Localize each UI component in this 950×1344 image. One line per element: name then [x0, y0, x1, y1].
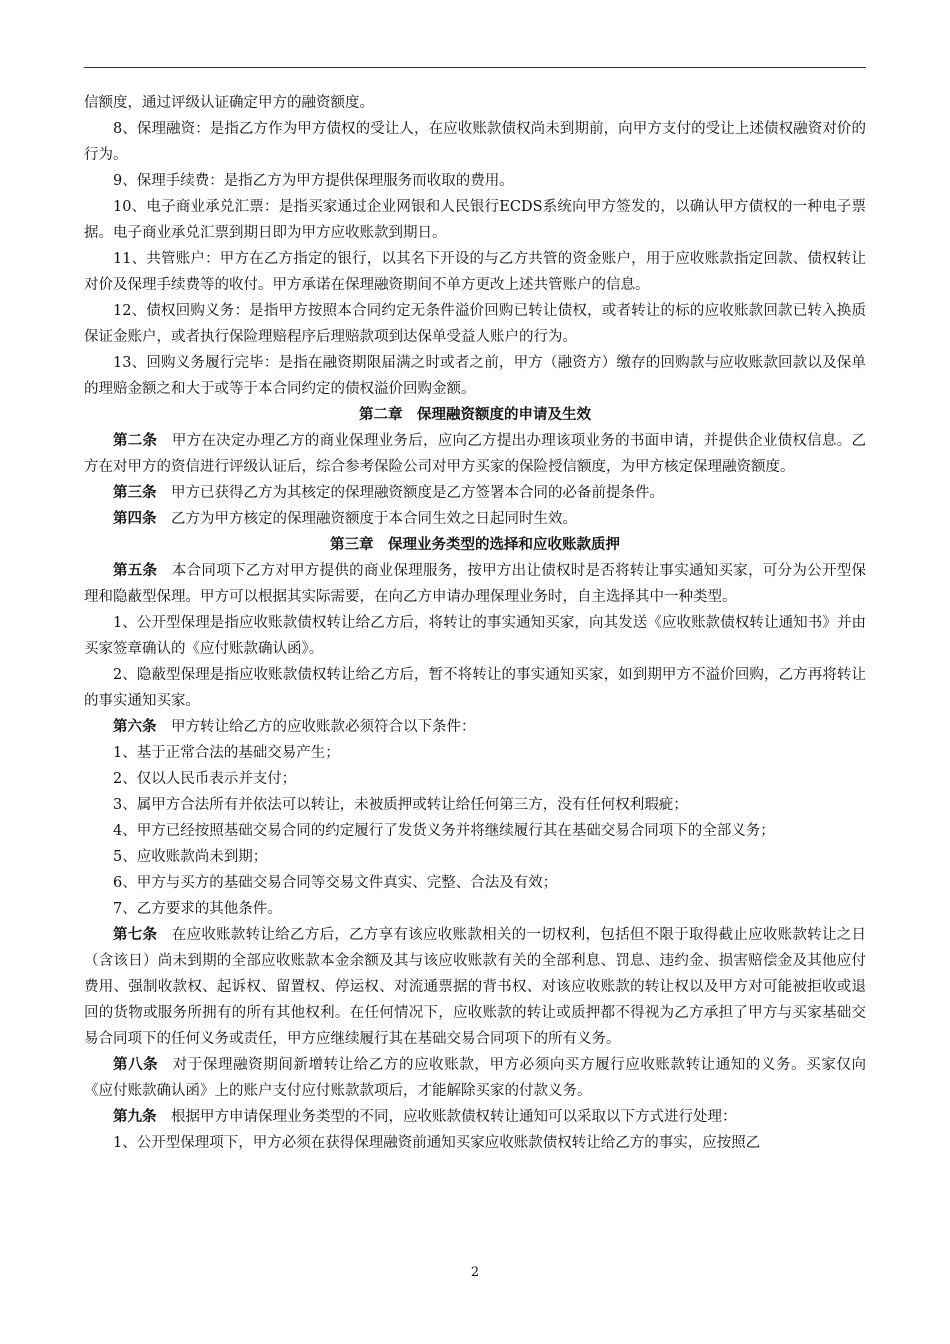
- article-paragraph: [84, 1104, 866, 1130]
- paragraph: [84, 1130, 866, 1156]
- article-number: 第八条: [113, 1057, 159, 1073]
- paragraph-text: 1、公开型保理项下，甲方必须在获得保理融资前通知买家应收账款债权转让给乙方的事实，应按照乙: [113, 1135, 761, 1151]
- paragraph: [84, 896, 866, 922]
- paragraph-text: 根据甲方申请保理业务类型的不同，应收账款债权转让通知可以采取以下方式进行处理：: [171, 1109, 737, 1125]
- paragraph: [84, 844, 866, 870]
- article-paragraph: [84, 558, 866, 610]
- document-body: [84, 90, 866, 1156]
- paragraph-text: 5、应收账款尚未到期；: [113, 849, 268, 865]
- paragraph: [84, 194, 866, 246]
- paragraph-text: 4、甲方已经按照基础交易合同的约定履行了发货义务并将继续履行其在基础交易合同项下的全部义务；: [113, 823, 775, 839]
- paragraph-text: 6、甲方与买方的基础交易合同等交易文件真实、完整、合法及有效；: [113, 875, 558, 891]
- paragraph-text: 8、保理融资：是指乙方作为甲方债权的受让人，在应收账款债权尚未到期前，向甲方支付的受让上述债权融资对价的行为。: [84, 121, 866, 163]
- page-number: 2: [470, 1265, 480, 1280]
- paragraph: [84, 792, 866, 818]
- paragraph: [84, 818, 866, 844]
- chapter-heading: [84, 532, 866, 558]
- article-number: 第九条: [113, 1109, 157, 1125]
- paragraph-text: 7、乙方要求的其他条件。: [113, 901, 282, 917]
- paragraph-text: 12、债权回购义务：是指甲方按照本合同约定无条件溢价回购已转让债权，或者转让的标的应收账款回款已转入换质保证金账户，或者执行保险理赔程序后理赔款项到达保单受益人账户的行为。: [84, 303, 866, 345]
- paragraph-text: 甲方转让给乙方的应收账款必须符合以下条件：: [171, 719, 476, 735]
- paragraph-text: 11、共管账户：甲方在乙方指定的银行，以其名下开设的与乙方共管的资金账户，用于应收账款指定回款、债权转让对价及保理手续费等的收付。甲方承诺在保理融资期间不单方更改上述共管账户的信息。: [84, 251, 866, 293]
- paragraph: [84, 90, 866, 116]
- paragraph-text: 1、公开型保理是指应收账款债权转让给乙方后，将转让的事实通知买家，向其发送《应收账款债权转让通知书》并由买家签章确认的《应付账款确认函》。: [84, 615, 866, 657]
- article-paragraph: [84, 428, 866, 480]
- paragraph: [84, 168, 866, 194]
- paragraph-text: 信额度，通过评级认证确定甲方的融资额度。: [84, 95, 374, 111]
- paragraph-text: 2、仅以人民币表示并支付；: [113, 771, 297, 787]
- article-number: 第三条: [113, 485, 157, 501]
- article-number: 第七条: [113, 927, 158, 943]
- paragraph-text: 乙方为甲方核定的保理融资额度于本合同生效之日起同时生效。: [171, 511, 577, 527]
- article-paragraph: [84, 922, 866, 1052]
- header-rule: [84, 67, 866, 68]
- article-paragraph: [84, 480, 866, 506]
- paragraph: [84, 246, 866, 298]
- chapter-heading: [84, 402, 866, 428]
- paragraph-text: 1、基于正常合法的基础交易产生；: [113, 745, 340, 761]
- article-number: 第六条: [113, 719, 157, 735]
- paragraph-text: 9、保理手续费：是指乙方为甲方提供保理服务而收取的费用。: [113, 173, 514, 189]
- paragraph-text: 对于保理融资期间新增转让给乙方的应收账款，甲方必须向买方履行应收账款转让通知的义务。买家仅向《应付账款确认函》上的账户支付应付账款款项后，才能解除买家的付款义务。: [84, 1057, 866, 1099]
- article-number: 第五条: [113, 563, 158, 579]
- paragraph: [84, 610, 866, 662]
- paragraph: [84, 116, 866, 168]
- paragraph: [84, 740, 866, 766]
- paragraph-text: 第三章 保理业务类型的选择和应收账款质押: [330, 537, 620, 553]
- paragraph-text: 3、属甲方合法所有并依法可以转让，未被质押或转让给任何第三方，没有任何权利瑕疵；: [113, 797, 688, 813]
- article-number: 第二条: [113, 433, 158, 449]
- paragraph-text: 13、回购义务履行完毕：是指在融资期限届满之时或者之前，甲方（融资方）缴存的回购款与应收账款回款以及保单的理赔金额之和大于或等于本合同约定的债权溢价回购金额。: [84, 355, 866, 397]
- paragraph: [84, 350, 866, 402]
- paragraph-text: 本合同项下乙方对甲方提供的商业保理服务，按甲方出让债权时是否将转让事实通知买家，可分为公开型保理和隐蔽型保理。甲方可以根据其实际需要，在向乙方申请办理保理业务时，自主选择其中一种类型。: [84, 563, 866, 605]
- paragraph-text: 第二章 保理融资额度的申请及生效: [359, 407, 591, 423]
- article-paragraph: [84, 506, 866, 532]
- paragraph: [84, 298, 866, 350]
- paragraph: [84, 870, 866, 896]
- article-number: 第四条: [113, 511, 157, 527]
- paragraph-text: 甲方已获得乙方为其核定的保理融资额度是乙方签署本合同的必备前提条件。: [171, 485, 664, 501]
- paragraph-text: 在应收账款转让给乙方后，乙方享有该应收账款相关的一切权利，包括但不限于取得截止应收账款转让之日（含该日）尚未到期的全部应收账款本金余额及其与该应收账款有关的全部利息、罚息、违约金、损害赔偿金及其他应付费用、强制收款权、起诉权、留置权、停运权、对流通票据的背书权、对该应收账款的转让权以及甲方对可能被拒收或退回的货物或服务所拥有的所有其他权利。在任何情况下，应收账款的转让或质押都不得视为乙方承担了甲方与买家基础交易合同项下的任何义务或责任，甲方应继续履行其在基础交易合同项下的所有义务。: [84, 927, 866, 1047]
- paragraph: [84, 662, 866, 714]
- paragraph: [84, 766, 866, 792]
- paragraph-text: 2、隐蔽型保理是指应收账款债权转让给乙方后，暂不将转让的事实通知买家，如到期甲方不溢价回购，乙方再将转让的事实通知买家。: [84, 667, 866, 709]
- article-paragraph: [84, 1052, 866, 1104]
- paragraph-text: 10、电子商业承兑汇票：是指买家通过企业网银和人民银行ECDS系统向甲方签发的，以确认甲方债权的一种电子票据。电子商业承兑汇票到期日即为甲方应收账款到期日。: [84, 199, 866, 241]
- article-paragraph: [84, 714, 866, 740]
- paragraph-text: 甲方在决定办理乙方的商业保理业务后，应向乙方提出办理该项业务的书面申请，并提供企业债权信息。乙方在对甲方的资信进行评级认证后，综合参考保险公司对甲方买家的保险授信额度，为甲方核定保理融资额度。: [84, 433, 866, 475]
